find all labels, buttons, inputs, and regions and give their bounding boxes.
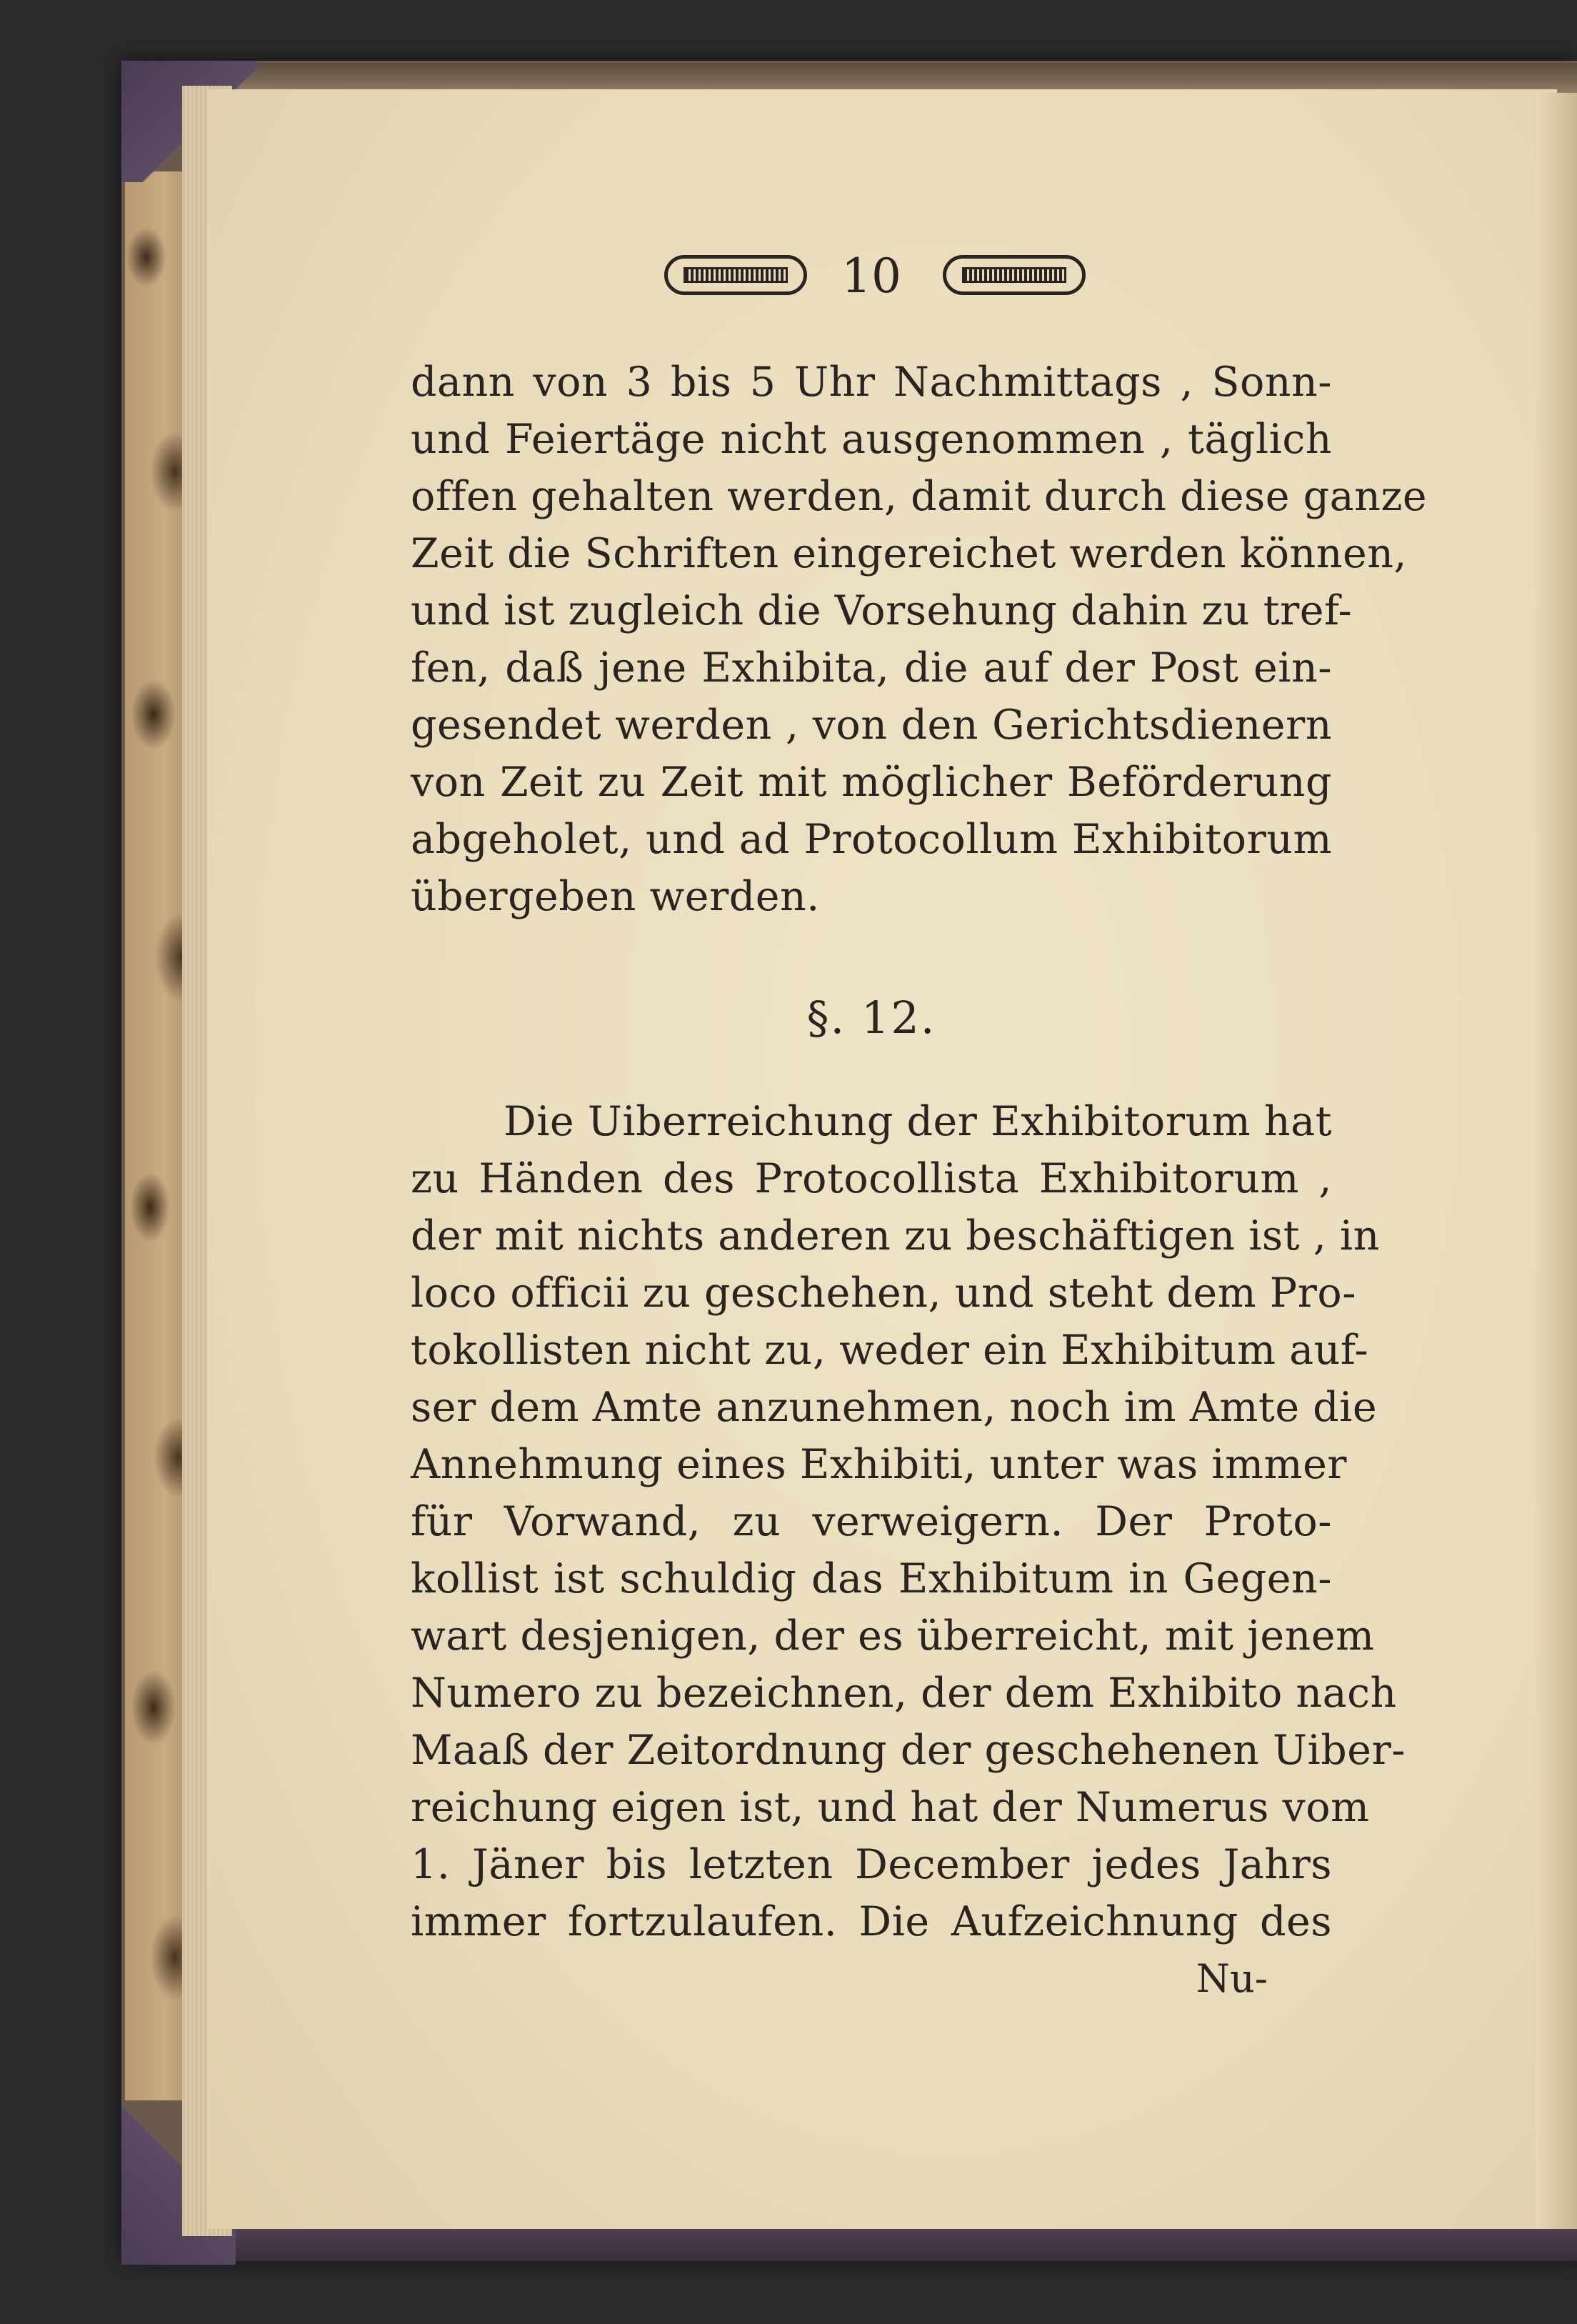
text-line: ser dem Amte anzunehmen, noch im Amte die (411, 1384, 1378, 1431)
paragraph-2 (411, 1093, 1406, 1950)
text-line: Zeit die Schriften eingereichet werden können, (411, 530, 1408, 577)
text-line: abgeholet, und ad Protocollum Exhibitorum (411, 816, 1332, 863)
page-number: 10 (841, 249, 901, 304)
text-line: tokollisten nicht zu, weder ein Exhibitum auf- (411, 1327, 1369, 1374)
text-line: reichung eigen ist, und hat der Numerus vom (411, 1784, 1370, 1831)
text-line: der mit nichts anderen zu beschäftigen ist , in (411, 1212, 1380, 1260)
text-line: übergeben werden. (411, 873, 820, 920)
paragraph-1 (411, 354, 1428, 925)
page-text-block (411, 246, 1428, 2008)
text-line: kollist ist schuldig das Exhibitum in Gegen- (411, 1555, 1332, 1602)
text-line: dann von 3 bis 5 Uhr Nachmittags , Sonn- (411, 359, 1332, 406)
text-line: wart desjenigen, der es überreicht, mit jenem (411, 1612, 1375, 1660)
text-line: gesendet werden , von den Gerichtsdienern (411, 702, 1332, 749)
text-line: immer fortzulaufen. Die Aufzeichnung des (411, 1898, 1332, 1945)
text-line: Numero zu bezeichnen, der dem Exhibito nach (411, 1670, 1397, 1717)
text-line: für Vorwand, zu verweigern. Der Proto- (411, 1498, 1332, 1545)
text-line: und Feiertäge nicht ausgenommen , täglich (411, 416, 1332, 463)
text-line: Die Uiberreichung der Exhibitorum hat (504, 1098, 1332, 1145)
cover-bottom-edge (121, 2229, 1577, 2261)
text-line: 1. Jäner bis letzten December jedes Jahrs (411, 1841, 1332, 1888)
running-header (411, 246, 1332, 318)
header-ornament-left (664, 255, 807, 295)
text-line: zu Händen des Protocollista Exhibitorum , (411, 1155, 1332, 1202)
text-line: Maaß der Zeitordnung der geschehenen Uiber- (411, 1727, 1406, 1774)
text-line: Annehmung eines Exhibiti, unter was immer (411, 1441, 1348, 1488)
page-right-edge (1536, 93, 1577, 2229)
header-ornament-right (943, 255, 1086, 295)
text-line: fen, daß jene Exhibita, die auf der Post ein- (411, 644, 1332, 692)
catchword: Nu- (1196, 1956, 1268, 2001)
text-line: und ist zugleich die Vorsehung dahin zu tref- (411, 587, 1353, 634)
section-heading: §. 12. (806, 992, 936, 1044)
text-line: offen gehalten werden, damit durch diese ganze (411, 473, 1428, 520)
text-line: loco officii zu geschehen, und steht dem Pro- (411, 1270, 1356, 1317)
text-line: von Zeit zu Zeit mit möglicher Beförderung (411, 759, 1332, 806)
